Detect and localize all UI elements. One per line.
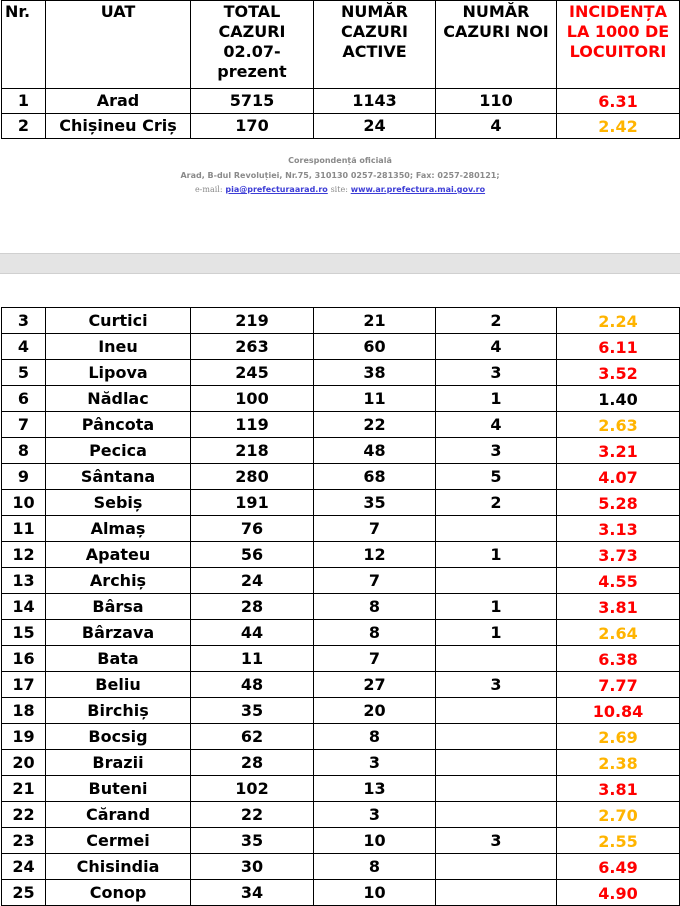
cell-new — [436, 802, 557, 828]
cell-new — [436, 698, 557, 724]
cell-new — [436, 776, 557, 802]
cell-total: 44 — [191, 620, 314, 646]
cell-nr: 21 — [2, 776, 46, 802]
cell-total: 30 — [191, 854, 314, 880]
cell-active: 24 — [314, 114, 436, 139]
cell-incidence: 6.38 — [557, 646, 680, 672]
cell-nr: 13 — [2, 568, 46, 594]
cell-total: 263 — [191, 334, 314, 360]
cell-active: 1143 — [314, 89, 436, 114]
cell-active: 11 — [314, 386, 436, 412]
footer-contact — [0, 185, 680, 194]
cell-uat: Chisindia — [46, 854, 191, 880]
cell-nr: 18 — [2, 698, 46, 724]
cell-uat: Curtici — [46, 308, 191, 334]
table-row — [2, 568, 680, 594]
cell-active: 20 — [314, 698, 436, 724]
cell-new: 1 — [436, 594, 557, 620]
cell-nr: 17 — [2, 672, 46, 698]
cell-nr: 4 — [2, 334, 46, 360]
cell-active: 38 — [314, 360, 436, 386]
cell-incidence: 2.24 — [557, 308, 680, 334]
cell-active: 10 — [314, 828, 436, 854]
cell-total: 28 — [191, 594, 314, 620]
cell-uat: Chișineu Criș — [46, 114, 191, 139]
cell-uat: Ineu — [46, 334, 191, 360]
email-label: e-mail: — [194, 185, 223, 194]
cell-incidence: 6.31 — [557, 89, 680, 114]
cell-total: 191 — [191, 490, 314, 516]
cell-nr: 12 — [2, 542, 46, 568]
table-row — [2, 802, 680, 828]
table-row — [2, 724, 680, 750]
header-total-cases: TOTAL CAZURI 02.07-prezent — [191, 1, 314, 89]
cell-total: 48 — [191, 672, 314, 698]
footer-title: Corespondență oficială — [288, 156, 392, 165]
cell-uat: Bârsa — [46, 594, 191, 620]
cell-total: 218 — [191, 438, 314, 464]
cell-incidence: 2.63 — [557, 412, 680, 438]
cell-nr: 19 — [2, 724, 46, 750]
table-row — [2, 490, 680, 516]
table-row — [2, 516, 680, 542]
cell-active: 60 — [314, 334, 436, 360]
cell-nr: 23 — [2, 828, 46, 854]
cell-incidence: 3.21 — [557, 438, 680, 464]
cell-total: 119 — [191, 412, 314, 438]
site-link[interactable]: www.ar.prefectura.mai.gov.ro — [350, 185, 486, 194]
cell-active: 7 — [314, 568, 436, 594]
cell-uat: Bata — [46, 646, 191, 672]
table-row — [2, 672, 680, 698]
table-row — [2, 750, 680, 776]
cell-uat: Beliu — [46, 672, 191, 698]
cell-total: 22 — [191, 802, 314, 828]
cell-nr: 10 — [2, 490, 46, 516]
cell-new: 1 — [436, 620, 557, 646]
cell-active: 48 — [314, 438, 436, 464]
cell-uat: Archiș — [46, 568, 191, 594]
header-nr: Nr. — [2, 1, 46, 89]
header-active-cases: NUMĂR CAZURI ACTIVE — [314, 1, 436, 89]
cell-uat: Bocsig — [46, 724, 191, 750]
cases-table-bottom — [1, 307, 680, 906]
header-uat: UAT — [46, 1, 191, 89]
cell-total: 35 — [191, 698, 314, 724]
table-row — [2, 89, 680, 114]
cell-uat: Pecica — [46, 438, 191, 464]
cell-total: 56 — [191, 542, 314, 568]
cell-active: 22 — [314, 412, 436, 438]
cell-new: 2 — [436, 308, 557, 334]
table-row — [2, 776, 680, 802]
cell-active: 12 — [314, 542, 436, 568]
cell-new: 110 — [436, 89, 557, 114]
table-row — [2, 542, 680, 568]
cell-active: 35 — [314, 490, 436, 516]
cell-nr: 7 — [2, 412, 46, 438]
page-break — [0, 253, 680, 274]
cell-uat: Bârzava — [46, 620, 191, 646]
cell-active: 10 — [314, 880, 436, 906]
cell-nr: 14 — [2, 594, 46, 620]
cell-nr: 6 — [2, 386, 46, 412]
table-row — [2, 698, 680, 724]
cell-uat: Sebiș — [46, 490, 191, 516]
table-row — [2, 334, 680, 360]
cell-nr: 8 — [2, 438, 46, 464]
cell-active: 21 — [314, 308, 436, 334]
site-label: site: — [330, 185, 348, 194]
cell-new — [436, 724, 557, 750]
cell-total: 34 — [191, 880, 314, 906]
header-incidence: INCIDENȚA LA 1000 DE LOCUITORI — [557, 1, 680, 89]
cell-uat: Nădlac — [46, 386, 191, 412]
table-row — [2, 854, 680, 880]
cell-incidence: 4.07 — [557, 464, 680, 490]
cell-new: 1 — [436, 386, 557, 412]
cell-new: 3 — [436, 672, 557, 698]
cell-active: 27 — [314, 672, 436, 698]
cell-new — [436, 646, 557, 672]
cell-incidence: 6.11 — [557, 334, 680, 360]
cell-nr: 16 — [2, 646, 46, 672]
cell-uat: Buteni — [46, 776, 191, 802]
cell-uat: Arad — [46, 89, 191, 114]
cell-total: 102 — [191, 776, 314, 802]
cell-active: 7 — [314, 516, 436, 542]
cell-nr: 25 — [2, 880, 46, 906]
cell-incidence: 3.13 — [557, 516, 680, 542]
cell-total: 35 — [191, 828, 314, 854]
cell-active: 8 — [314, 594, 436, 620]
cell-active: 8 — [314, 724, 436, 750]
cell-new: 3 — [436, 360, 557, 386]
table-row — [2, 114, 680, 139]
cell-incidence: 10.84 — [557, 698, 680, 724]
cell-total: 11 — [191, 646, 314, 672]
cell-uat: Almaș — [46, 516, 191, 542]
cell-uat: Lipova — [46, 360, 191, 386]
cell-incidence: 6.49 — [557, 854, 680, 880]
cell-new: 4 — [436, 334, 557, 360]
cell-total: 28 — [191, 750, 314, 776]
cell-new: 4 — [436, 114, 557, 139]
cell-new — [436, 750, 557, 776]
table-header-row — [2, 1, 680, 89]
cell-nr: 9 — [2, 464, 46, 490]
cell-incidence: 7.77 — [557, 672, 680, 698]
cell-total: 62 — [191, 724, 314, 750]
cell-incidence: 5.28 — [557, 490, 680, 516]
cell-incidence: 2.64 — [557, 620, 680, 646]
cell-nr: 1 — [2, 89, 46, 114]
cell-nr: 20 — [2, 750, 46, 776]
cell-incidence: 4.90 — [557, 880, 680, 906]
cell-new: 1 — [436, 542, 557, 568]
table-row — [2, 646, 680, 672]
cell-incidence: 3.81 — [557, 776, 680, 802]
cell-uat: Pâncota — [46, 412, 191, 438]
cell-new: 3 — [436, 828, 557, 854]
cell-total: 5715 — [191, 89, 314, 114]
cell-uat: Apateu — [46, 542, 191, 568]
table-row — [2, 412, 680, 438]
cell-nr: 3 — [2, 308, 46, 334]
table-row — [2, 880, 680, 906]
cell-new — [436, 880, 557, 906]
cell-incidence: 2.70 — [557, 802, 680, 828]
cell-incidence: 2.69 — [557, 724, 680, 750]
table-row — [2, 386, 680, 412]
cell-new — [436, 516, 557, 542]
cell-active: 7 — [314, 646, 436, 672]
cell-uat: Sântana — [46, 464, 191, 490]
cell-uat: Cermei — [46, 828, 191, 854]
table-row — [2, 464, 680, 490]
cell-total: 24 — [191, 568, 314, 594]
cell-incidence: 2.42 — [557, 114, 680, 139]
cell-new: 5 — [436, 464, 557, 490]
cell-active: 13 — [314, 776, 436, 802]
table-row — [2, 594, 680, 620]
cell-new: 4 — [436, 412, 557, 438]
cell-incidence: 3.52 — [557, 360, 680, 386]
cell-total: 280 — [191, 464, 314, 490]
table-row — [2, 308, 680, 334]
cell-nr: 2 — [2, 114, 46, 139]
header-new-cases: NUMĂR CAZURI NOI — [436, 1, 557, 89]
table-row — [2, 438, 680, 464]
cell-incidence: 3.81 — [557, 594, 680, 620]
cell-incidence: 4.55 — [557, 568, 680, 594]
cell-nr: 11 — [2, 516, 46, 542]
email-link[interactable]: pia@prefecturaarad.ro — [225, 185, 328, 194]
cell-nr: 22 — [2, 802, 46, 828]
cell-total: 170 — [191, 114, 314, 139]
cell-nr: 15 — [2, 620, 46, 646]
cell-new — [436, 854, 557, 880]
table-row — [2, 828, 680, 854]
cell-incidence: 3.73 — [557, 542, 680, 568]
cell-new — [436, 568, 557, 594]
cases-table-top — [1, 0, 680, 139]
cell-uat: Conop — [46, 880, 191, 906]
cell-active: 3 — [314, 802, 436, 828]
cell-total: 100 — [191, 386, 314, 412]
cell-uat: Cărand — [46, 802, 191, 828]
cell-total: 76 — [191, 516, 314, 542]
cell-incidence: 2.55 — [557, 828, 680, 854]
cell-uat: Birchiș — [46, 698, 191, 724]
cell-active: 68 — [314, 464, 436, 490]
cell-incidence: 1.40 — [557, 386, 680, 412]
cell-active: 3 — [314, 750, 436, 776]
cell-uat: Brazii — [46, 750, 191, 776]
table-row — [2, 620, 680, 646]
cell-nr: 24 — [2, 854, 46, 880]
cell-active: 8 — [314, 620, 436, 646]
cell-new: 2 — [436, 490, 557, 516]
cell-active: 8 — [314, 854, 436, 880]
cell-new: 3 — [436, 438, 557, 464]
cell-total: 219 — [191, 308, 314, 334]
footer-address: Arad, B-dul Revoluției, Nr.75, 310130 0257-281350; Fax: 0257-280121; — [180, 171, 500, 180]
cell-nr: 5 — [2, 360, 46, 386]
cell-total: 245 — [191, 360, 314, 386]
cell-incidence: 2.38 — [557, 750, 680, 776]
table-row — [2, 360, 680, 386]
